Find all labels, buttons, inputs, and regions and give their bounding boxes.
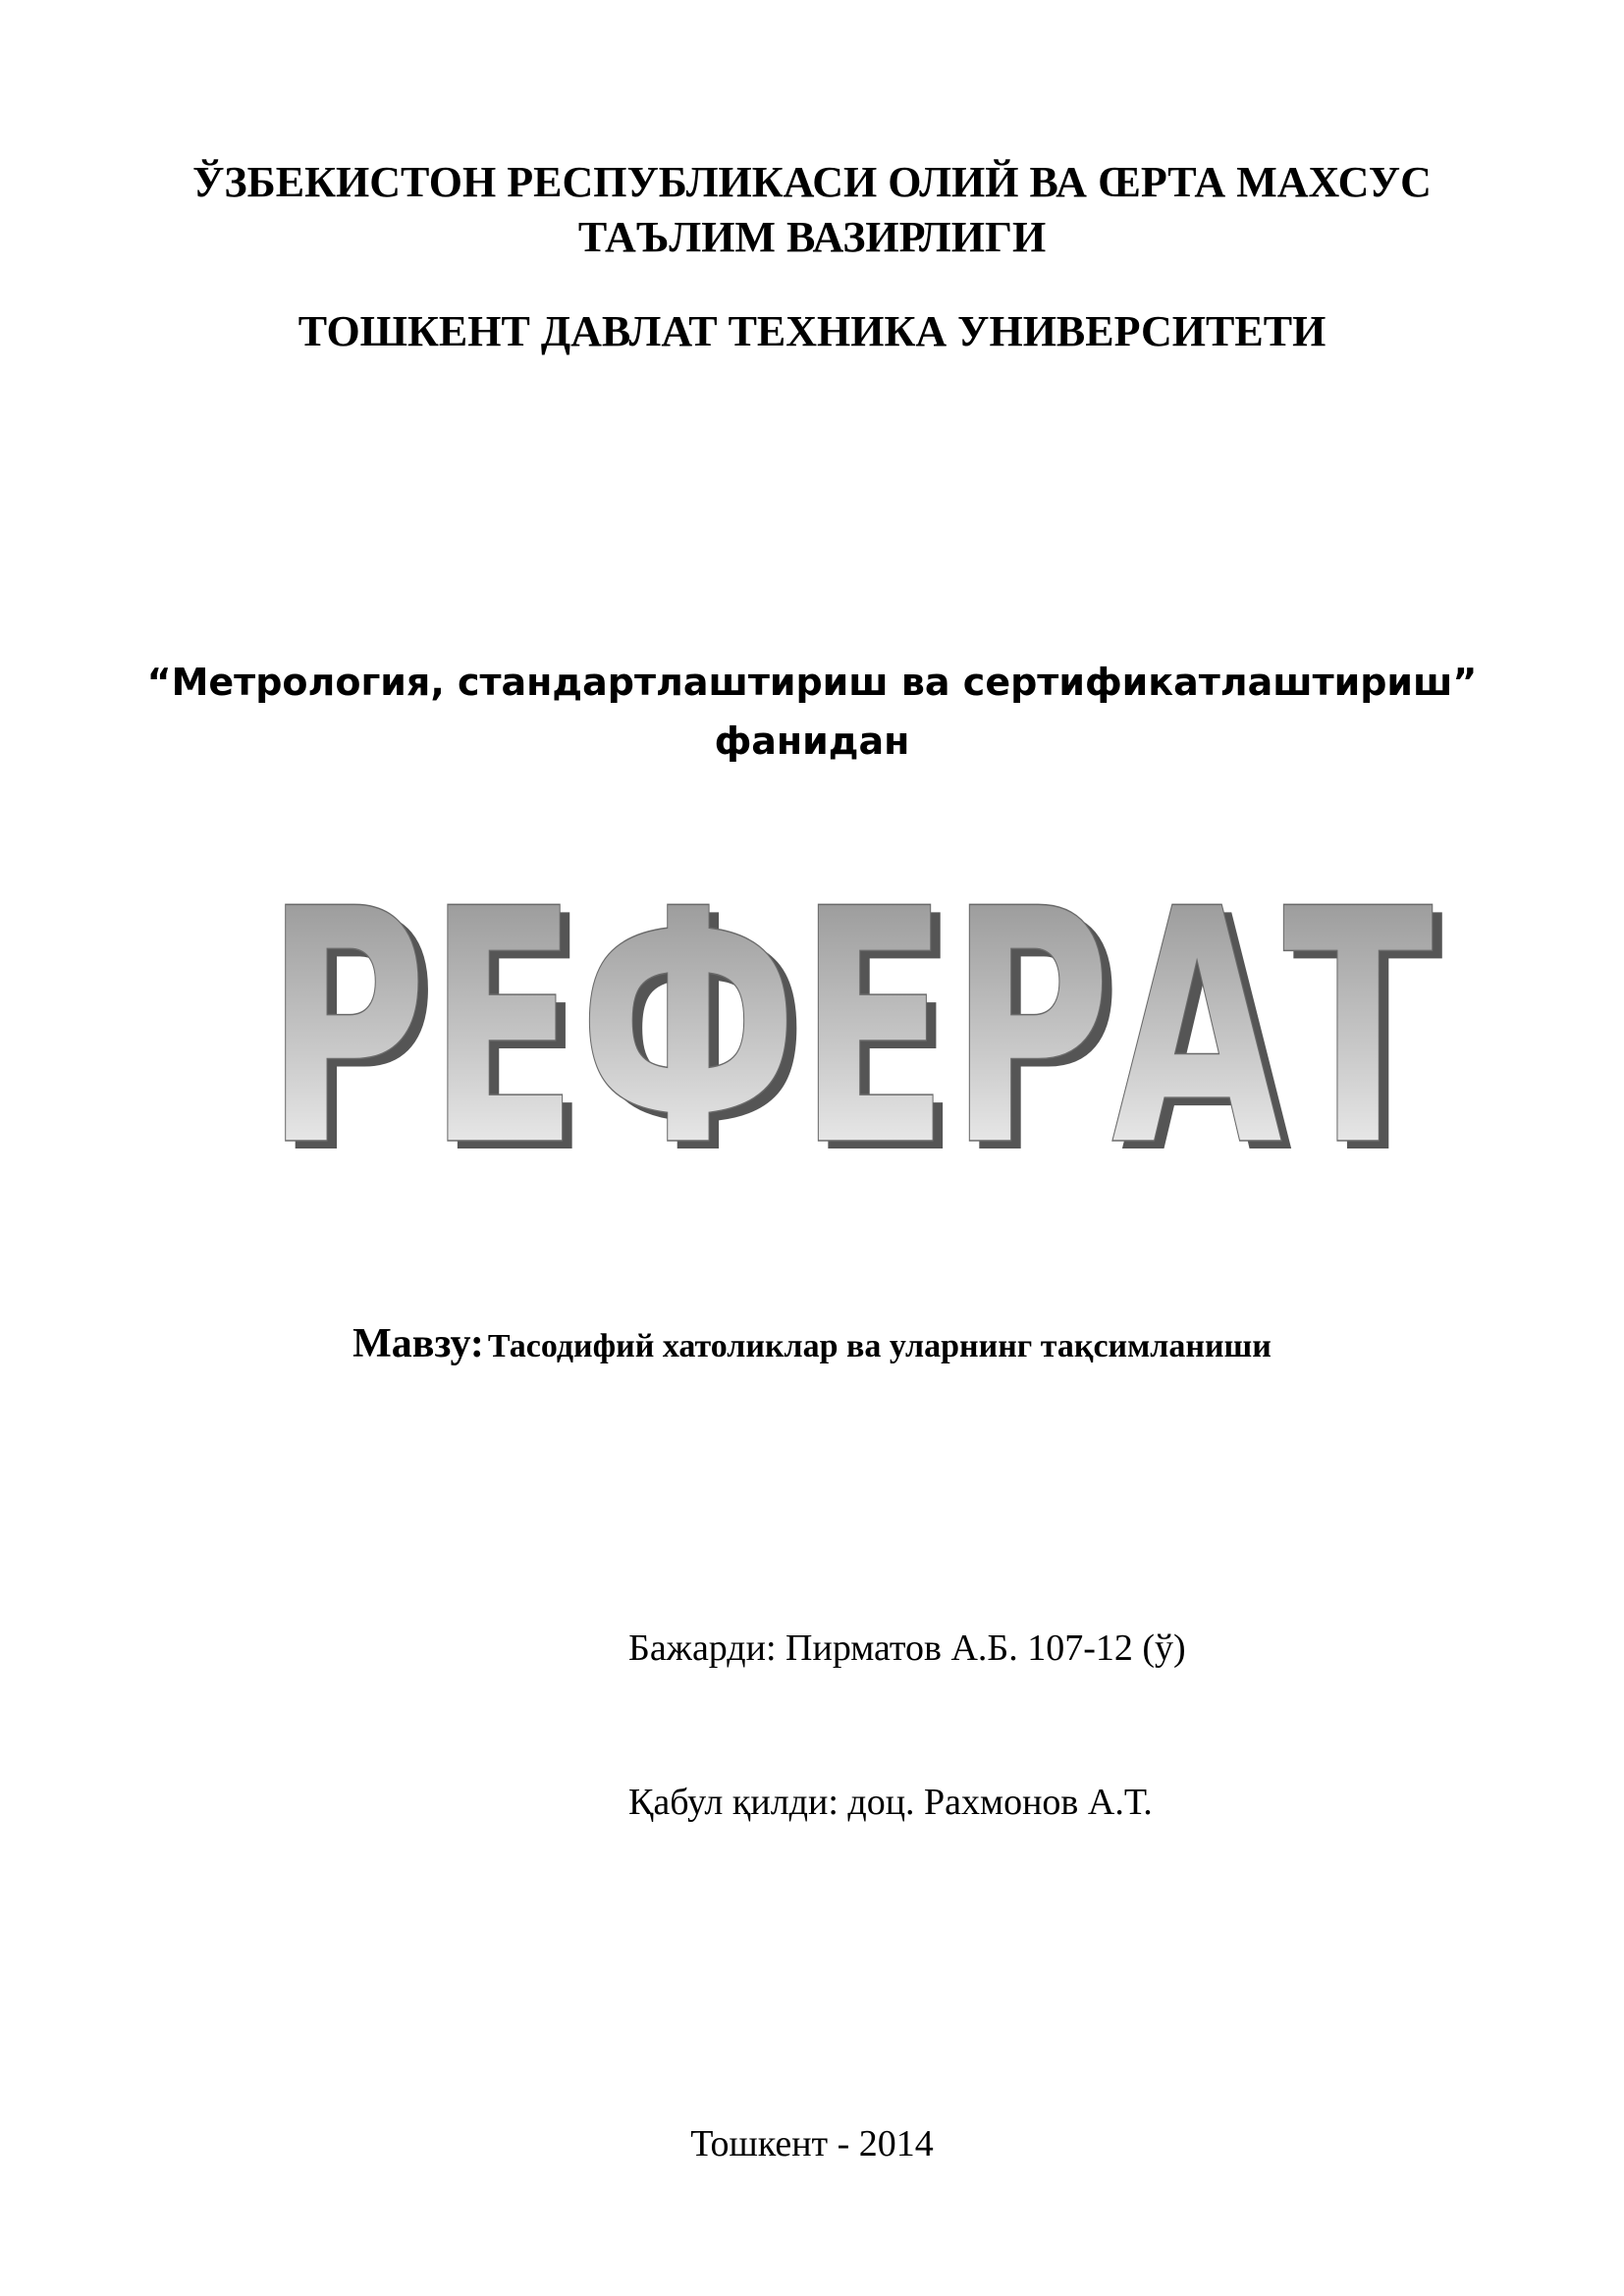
city-year: Тошкент - 2014: [690, 2123, 934, 2164]
performed-by: Бажарди: Пирматов А.Б. 107-12 (ў): [628, 1628, 1186, 1669]
ministry-heading: [0, 155, 1624, 265]
subject-line-2: фанидан: [714, 720, 910, 763]
topic-label: Мавзу:: [352, 1321, 484, 1366]
topic-text: Тасодифий хатоликлар ва уларнинг тақсимланиши: [487, 1328, 1272, 1364]
topic-line: [0, 1320, 1624, 1367]
subject-heading: [0, 653, 1624, 771]
ministry-line-2: ТАЪЛИМ ВАЗИРЛИГИ: [577, 213, 1047, 261]
ministry-line-1: ЎЗБЕКИСТОН РЕСПУБЛИКАСИ ОЛИЙ ВА ŒРТА МАХСУС: [192, 158, 1432, 206]
accepted-by: Қабул қилди: доц. Рахмонов А.Т.: [628, 1782, 1153, 1823]
university-heading: ТОШКЕНТ ДАВЛАТ ТЕХНИКА УНИВЕРСИТЕТИ: [298, 307, 1326, 355]
referat-word-art: [245, 854, 1463, 1168]
subject-line-1: “Метрология, стандартлаштириш ва сертификатлаштириш”: [146, 661, 1478, 704]
word-art-text: РЕФЕРАТ: [265, 854, 1435, 1168]
word-art-shadow: РЕФЕРАТ: [275, 854, 1445, 1168]
